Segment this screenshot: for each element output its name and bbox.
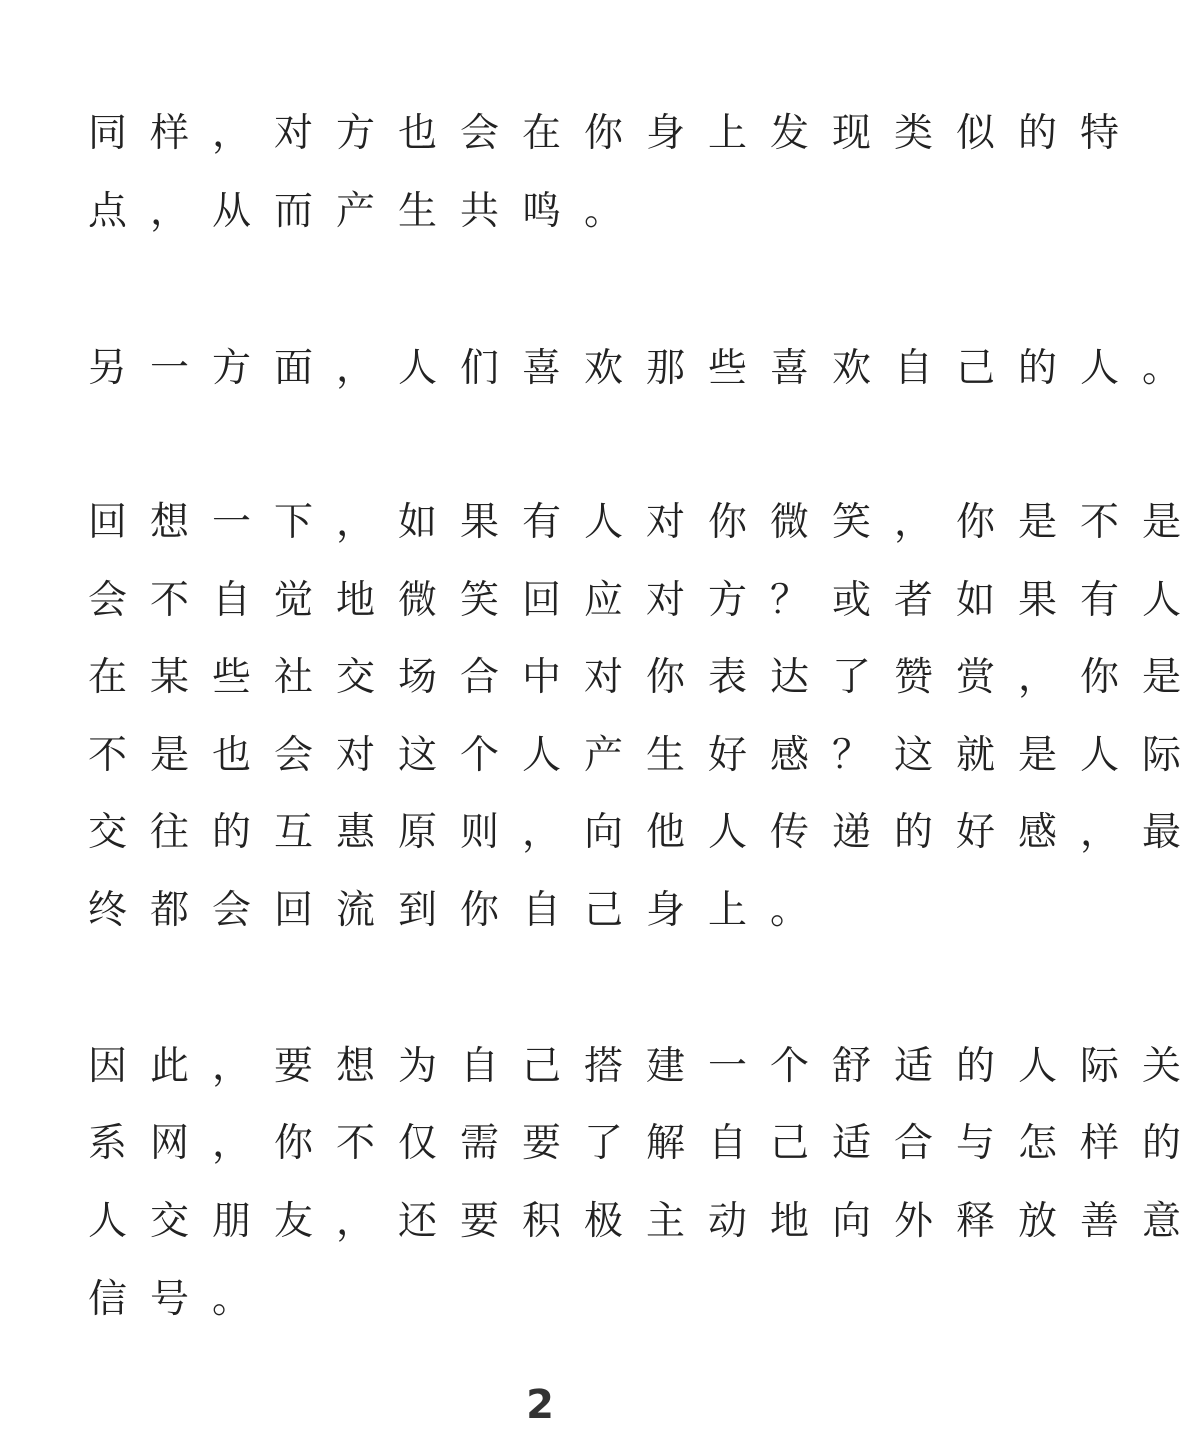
paragraph-3-line-4: 不是也会对这个人产生好感？这就是人际 — [88, 733, 1204, 778]
paragraph-4-line-3: 人交朋友，还要积极主动地向外释放善意 — [88, 1199, 1204, 1244]
paragraph-4-line-4: 信号。 — [88, 1277, 275, 1322]
page-number: 2 — [526, 1382, 554, 1428]
paragraph-4-line-2: 系网，你不仅需要了解自己适合与怎样的 — [88, 1121, 1204, 1166]
paragraph-3-line-2: 会不自觉地微笑回应对方？或者如果有人 — [88, 578, 1204, 623]
paragraph-3-line-1: 回想一下，如果有人对你微笑，你是不是 — [88, 500, 1204, 545]
paragraph-1-line-2: 点，从而产生共鸣。 — [88, 189, 647, 234]
paragraph-3-line-5: 交往的互惠原则，向他人传递的好感，最 — [88, 810, 1204, 855]
paragraph-4-line-1: 因此，要想为自己搭建一个舒适的人际关 — [88, 1044, 1204, 1089]
paragraph-2-line-1: 另一方面，人们喜欢那些喜欢自己的人。 — [88, 346, 1204, 391]
paragraph-3-line-3: 在某些社交场合中对你表达了赞赏，你是 — [88, 655, 1204, 700]
paragraph-1-line-1: 同样，对方也会在你身上发现类似的特 — [88, 111, 1143, 156]
paragraph-3-line-6: 终都会回流到你自己身上。 — [88, 888, 833, 933]
